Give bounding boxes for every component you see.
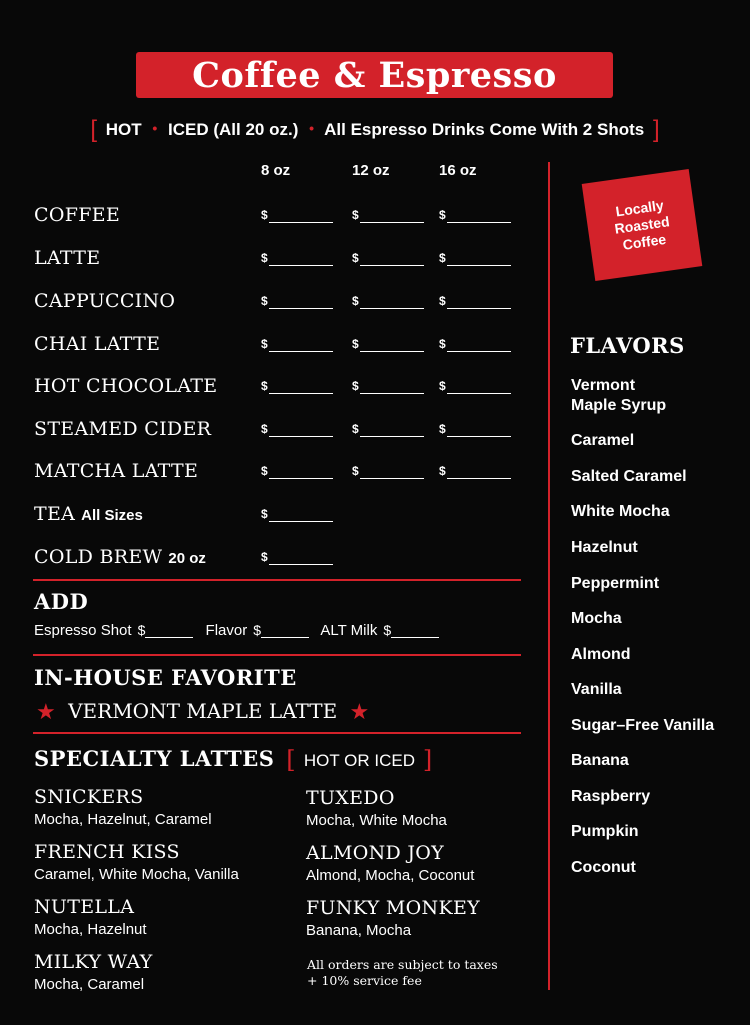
price-blank <box>261 625 309 638</box>
specialty-ingredients: Banana, Mocha <box>306 922 412 939</box>
specialty-name: SNICKERS <box>34 786 144 808</box>
specialty-ingredients: Mocha, Hazelnut, Caramel <box>34 811 212 828</box>
flavor-item: Pumpkin <box>571 823 639 840</box>
flavor-item: Raspberry <box>571 788 651 805</box>
in-house-item <box>36 699 369 725</box>
tax-note <box>307 957 498 989</box>
divider <box>33 579 521 581</box>
specialty-name: ALMOND JOY <box>306 842 445 864</box>
flavor-item: Sugar–Free Vanilla <box>571 717 715 734</box>
title-banner <box>136 52 613 98</box>
flavor-item: Almond <box>571 646 631 663</box>
price-blank: $ <box>439 464 511 479</box>
drink-name: COFFEE <box>34 204 121 226</box>
locally-roasted-stamp <box>582 169 703 281</box>
size-header-8oz: 8 oz <box>261 162 291 179</box>
star-icon: ★ <box>36 700 56 725</box>
drink-row <box>34 290 175 312</box>
price-blank: $ <box>352 294 424 309</box>
drink-row <box>34 333 160 355</box>
price-blank: $ <box>261 294 333 309</box>
drink-row <box>34 204 120 226</box>
specialty-ingredients: Mocha, Hazelnut <box>34 921 147 938</box>
price-blank: $ <box>352 464 424 479</box>
close-bracket: ] <box>652 116 660 143</box>
size-header-16oz: 16 oz <box>439 162 477 179</box>
stamp-text: Locally Roasted Coffee <box>613 196 671 253</box>
flavor-item: Hazelnut <box>571 539 638 556</box>
drink-name: TEA <box>34 503 76 525</box>
add-row: Espresso Shot $ Flavor $ ALT Milk $ <box>34 622 447 639</box>
flavors-header: FLAVORS <box>570 333 685 358</box>
open-bracket: [ <box>286 746 297 774</box>
price-blank: $ <box>261 251 333 266</box>
flavor-item: White Mocha <box>571 503 670 520</box>
drink-row <box>34 375 217 397</box>
drink-row <box>34 247 100 269</box>
flavor-item: Banana <box>571 752 629 769</box>
divider <box>33 732 521 734</box>
drink-size-note: 20 oz <box>168 550 206 567</box>
drink-name: HOT CHOCOLATE <box>34 375 218 397</box>
drink-row <box>34 503 143 525</box>
price-blank: $ <box>261 464 333 479</box>
price-blank: $ <box>352 337 424 352</box>
specialty-name: FRENCH KISS <box>34 841 180 863</box>
price-blank: $ <box>439 379 511 394</box>
price-blank: $ <box>439 422 511 437</box>
price-blank <box>391 625 439 638</box>
specialty-header <box>34 746 433 774</box>
specialty-name: FUNKY MONKEY <box>306 897 480 919</box>
flavor-item: Vanilla <box>571 681 622 698</box>
divider <box>33 654 521 656</box>
column-divider <box>548 162 550 990</box>
favorite-drink: VERMONT MAPLE LATTE <box>68 699 338 723</box>
drink-name: CAPPUCCINO <box>34 290 176 312</box>
add-flavor: Flavor <box>205 622 248 639</box>
flavor-item: Coconut <box>571 859 636 876</box>
add-espresso-shot: Espresso Shot <box>34 622 132 639</box>
price-blank: $ <box>261 208 333 223</box>
price-blank: $ <box>261 507 333 522</box>
drink-name: LATTE <box>34 247 101 269</box>
specialty-name: TUXEDO <box>306 787 395 809</box>
subtitle-hot: HOT <box>105 120 142 139</box>
in-house-header: IN-HOUSE FAVORITE <box>34 665 297 690</box>
price-blank: $ <box>352 208 424 223</box>
flavor-item: Vermont Maple Syrup <box>571 377 667 414</box>
drink-name: COLD BREW <box>34 546 163 568</box>
flavor-item: Mocha <box>571 610 622 627</box>
price-blank: $ <box>261 337 333 352</box>
price-blank: $ <box>261 422 333 437</box>
price-blank <box>145 625 193 638</box>
price-blank: $ <box>352 379 424 394</box>
star-icon: ★ <box>349 700 370 725</box>
subtitle-note: All Espresso Drinks Come With 2 Shots <box>324 120 645 139</box>
drink-name: MATCHA LATTE <box>34 460 199 482</box>
specialty-name: NUTELLA <box>34 896 135 918</box>
drink-name: STEAMED CIDER <box>34 418 212 440</box>
page-title: Coffee & Espresso <box>192 54 557 96</box>
flavor-item: Salted Caramel <box>571 468 687 485</box>
flavor-item: Caramel <box>571 432 635 449</box>
close-bracket: ] <box>422 746 433 774</box>
bullet-icon: • <box>152 120 158 136</box>
price-blank: $ <box>439 208 511 223</box>
tax-note-line: All orders are subject to taxes <box>307 957 498 972</box>
drink-name: CHAI LATTE <box>34 333 161 355</box>
specialty-ingredients: Caramel, White Mocha, Vanilla <box>34 866 239 883</box>
subtitle-iced: ICED (All 20 oz.) <box>168 120 299 139</box>
price-blank: $ <box>352 422 424 437</box>
drink-row <box>34 546 206 568</box>
price-blank: $ <box>439 251 511 266</box>
bullet-icon: • <box>309 120 315 136</box>
specialty-name: MILKY WAY <box>34 951 153 973</box>
size-header-12oz: 12 oz <box>352 162 390 179</box>
drink-row <box>34 460 198 482</box>
add-alt-milk: ALT Milk <box>320 622 378 639</box>
flavor-item: Peppermint <box>571 575 660 592</box>
add-header: ADD <box>34 589 89 614</box>
price-blank: $ <box>439 294 511 309</box>
subtitle <box>0 116 750 144</box>
price-blank: $ <box>352 251 424 266</box>
drink-row <box>34 418 211 440</box>
tax-note-line: + 10% service fee <box>307 973 422 988</box>
open-bracket: [ <box>90 116 98 143</box>
price-blank: $ <box>261 379 333 394</box>
specialty-title: SPECIALTY LATTES <box>34 746 275 771</box>
specialty-ingredients: Mocha, Caramel <box>34 976 145 993</box>
specialty-sub: HOT OR ICED <box>303 751 416 770</box>
price-blank: $ <box>439 337 511 352</box>
drink-size-note: All Sizes <box>81 507 143 524</box>
price-blank: $ <box>261 550 333 565</box>
specialty-ingredients: Mocha, White Mocha <box>306 812 447 829</box>
specialty-ingredients: Almond, Mocha, Coconut <box>306 867 475 884</box>
